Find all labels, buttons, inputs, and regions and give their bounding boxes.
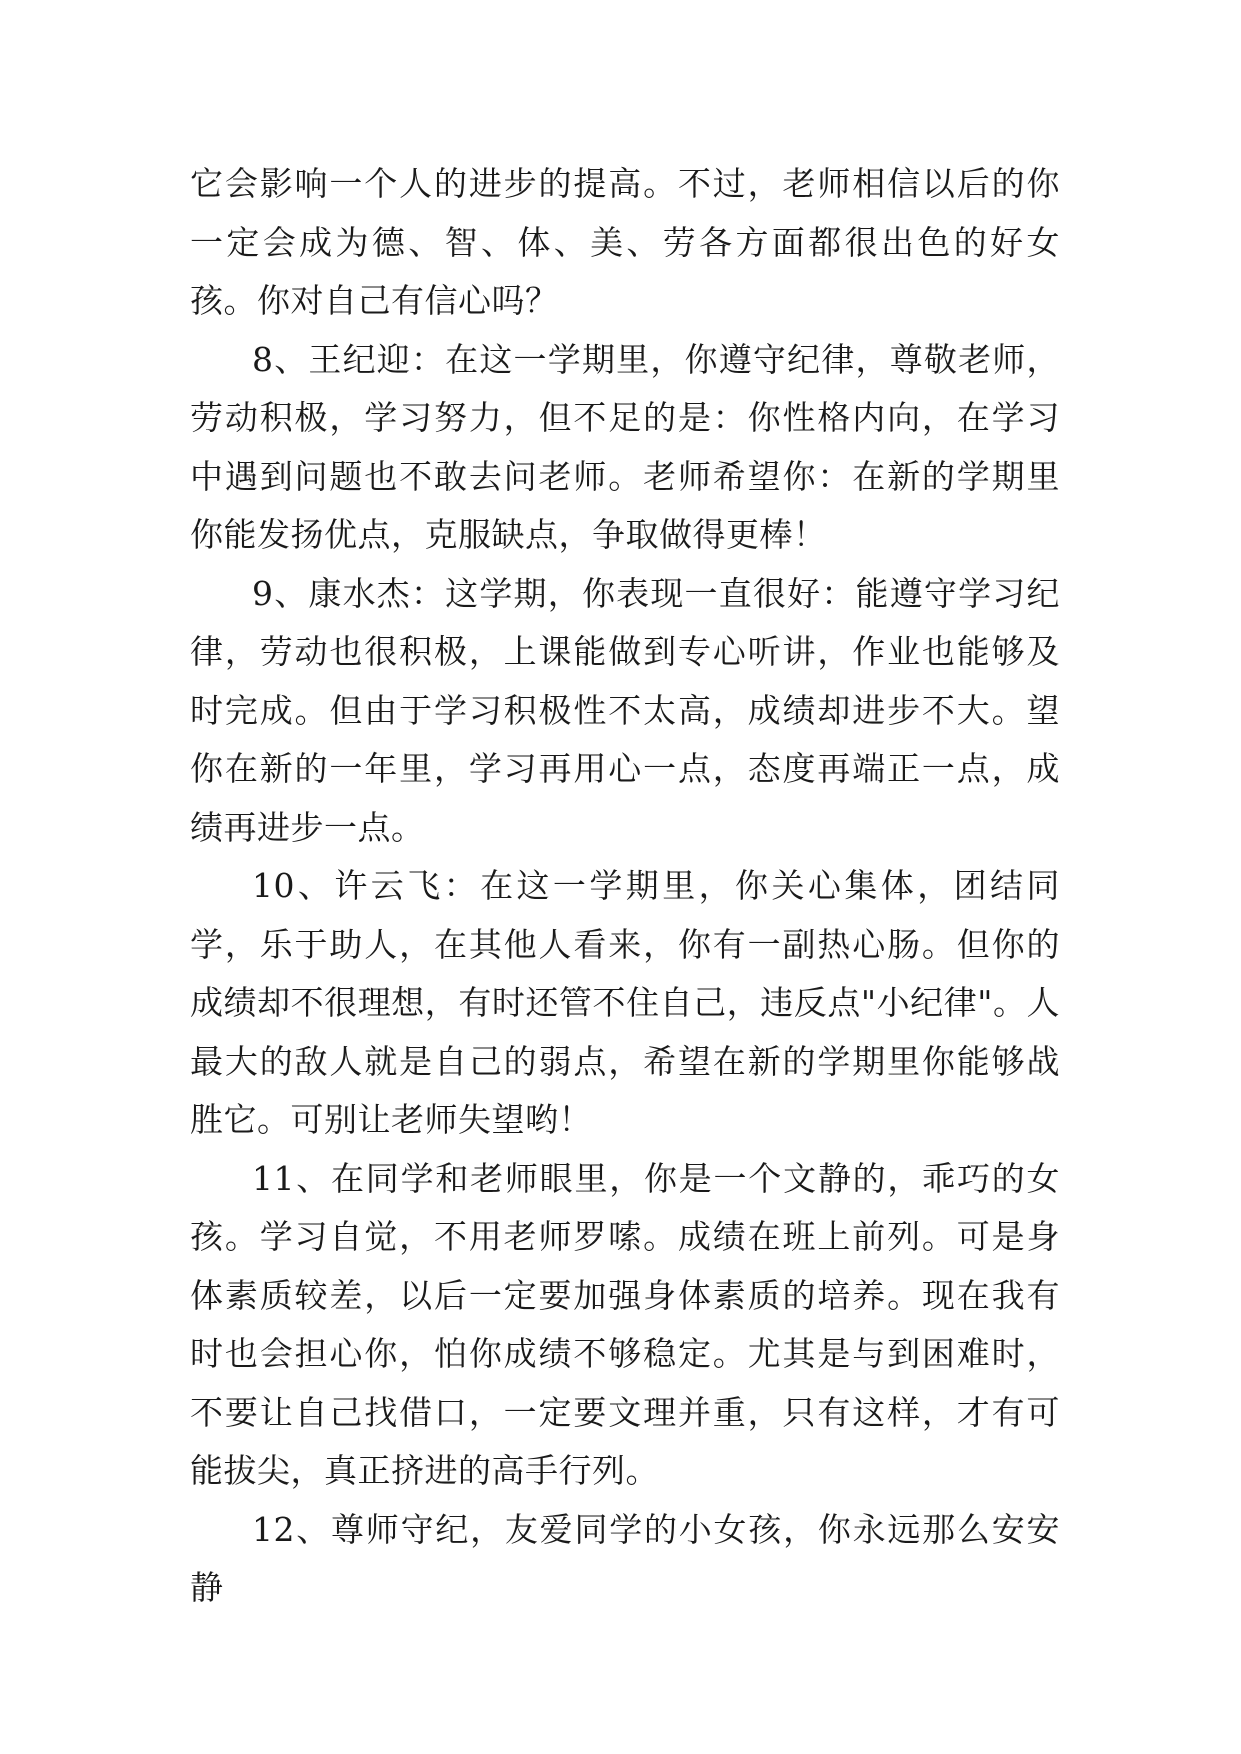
document-body — [190, 155, 1060, 1618]
paragraph-comment-8: 8、王纪迎：在这一学期里，你遵守纪律，尊敬老师，劳动积极，学习努力，但不足的是：你性格内向，在学习中遇到问题也不敢去问老师。老师希望你：在新的学期里你能发扬优点，克服缺点，争取做得更棒！ — [190, 339, 1060, 554]
paragraph-comment-10: 10、许云飞：在这一学期里，你关心集体，团结同学，乐于助人，在其他人看来，你有一副热心肠。但你的成绩却不很理想，有时还管不住自己，违反点"小纪律"。人最大的敌人就是自己的弱点，希望在新的学期里你能够战胜它。可别让老师失望哟！ — [190, 866, 1060, 1139]
paragraph-comment-9: 9、康水杰：这学期，你表现一直很好：能遵守学习纪律，劳动也很积极，上课能做到专心听讲，作业也能够及时完成。但由于学习积极性不太高，成绩却进步不大。望你在新的一年里，学习再用心一点，态度再端正一点，成绩再进步一点。 — [190, 573, 1060, 847]
paragraph-continuation: 它会影响一个人的进步的提高。不过，老师相信以后的你一定会成为德、智、体、美、劳各方面都很出色的好女孩。你对自己有信心吗？ — [190, 164, 1060, 320]
paragraph-comment-12: 12、尊师守纪，友爱同学的小女孩，你永远那么安安静 — [190, 1509, 1060, 1607]
paragraph-comment-11: 11、在同学和老师眼里，你是一个文静的，乖巧的女孩。学习自觉，不用老师罗嗦。成绩在班上前列。可是身体素质较差，以后一定要加强身体素质的培养。现在我有时也会担心你，怕你成绩不够稳定。尤其是与到困难时，不要让自己找借口，一定要文理并重，只有这样，才有可能拔尖，真正挤进的高手行列。 — [190, 1158, 1060, 1490]
